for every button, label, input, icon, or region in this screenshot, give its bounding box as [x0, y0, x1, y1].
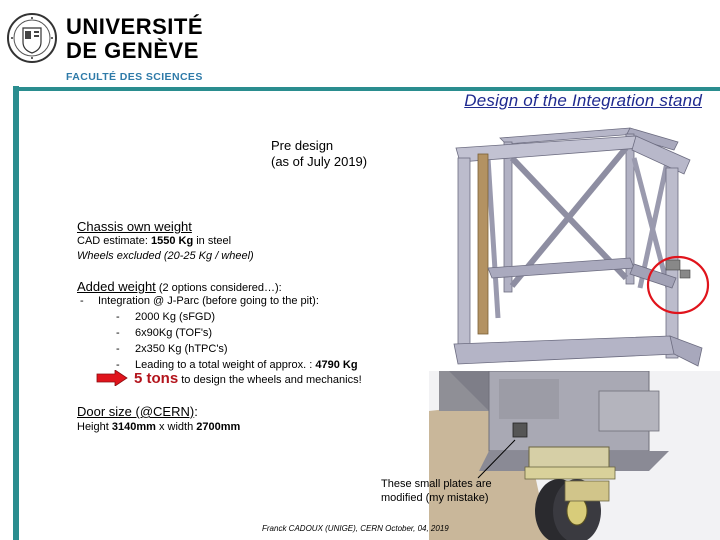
bullet-dash: -	[80, 295, 84, 307]
university-seal-icon	[6, 12, 58, 64]
university-name-line2: DE GENÈVE	[66, 38, 199, 63]
pre-design-date: (as of July 2019)	[271, 154, 368, 169]
sub-bullet-dash: -	[116, 311, 120, 323]
sub-item-tof: 6x90Kg (TOF's)	[135, 327, 213, 339]
plates-caption-line2: modified (my mistake)	[381, 492, 489, 504]
design-target-line: 5 tons to design the wheels and mechanics!	[134, 370, 362, 387]
tons-value: 5 tons	[134, 370, 179, 387]
footer-credit: Franck CADOUX (UNIGE), CERN October, 04, 2019	[262, 524, 449, 533]
chassis-heading: Chassis own weight	[77, 219, 192, 234]
wheels-excluded-note: Wheels excluded (20-25 Kg / wheel)	[77, 250, 254, 262]
door-dimensions-line: Height 3140mm x width 2700mm	[77, 421, 241, 433]
sub-item-sfgd: 2000 Kg (sFGD)	[135, 311, 216, 323]
teal-vertical-rule	[13, 86, 19, 540]
wheel-closeup-image	[429, 371, 720, 540]
added-weight-heading: Added weight (2 options considered…):	[77, 279, 282, 294]
door-size-heading: Door size (@CERN):	[77, 404, 198, 419]
university-name-line1: UNIVERSITÉ	[66, 14, 204, 39]
faculty-name: FACULTÉ DES SCIENCES	[66, 71, 203, 83]
right-arrow-icon	[96, 370, 128, 386]
sub-bullet-dash: -	[116, 343, 120, 355]
slide-title: Design of the Integration stand	[464, 91, 702, 110]
total-weight-value: 4790 Kg	[315, 359, 358, 371]
integration-item: Integration @ J-Parc (before going to the pit):	[98, 295, 319, 307]
cad-estimate-line: CAD estimate: 1550 Kg in steel	[77, 235, 232, 247]
sub-item-htpc: 2x350 Kg (hTPC's)	[135, 343, 228, 355]
sub-bullet-dash: -	[116, 327, 120, 339]
cad-value: 1550 Kg	[150, 235, 194, 247]
plates-caption-line1: These small plates are	[381, 478, 492, 490]
pre-design-label: Pre design	[271, 138, 334, 153]
total-weight-item: Leading to a total weight of approx. : 4790 Kg	[135, 359, 358, 371]
integration-stand-frame-image	[440, 118, 710, 380]
sub-bullet-dash: -	[116, 359, 120, 371]
